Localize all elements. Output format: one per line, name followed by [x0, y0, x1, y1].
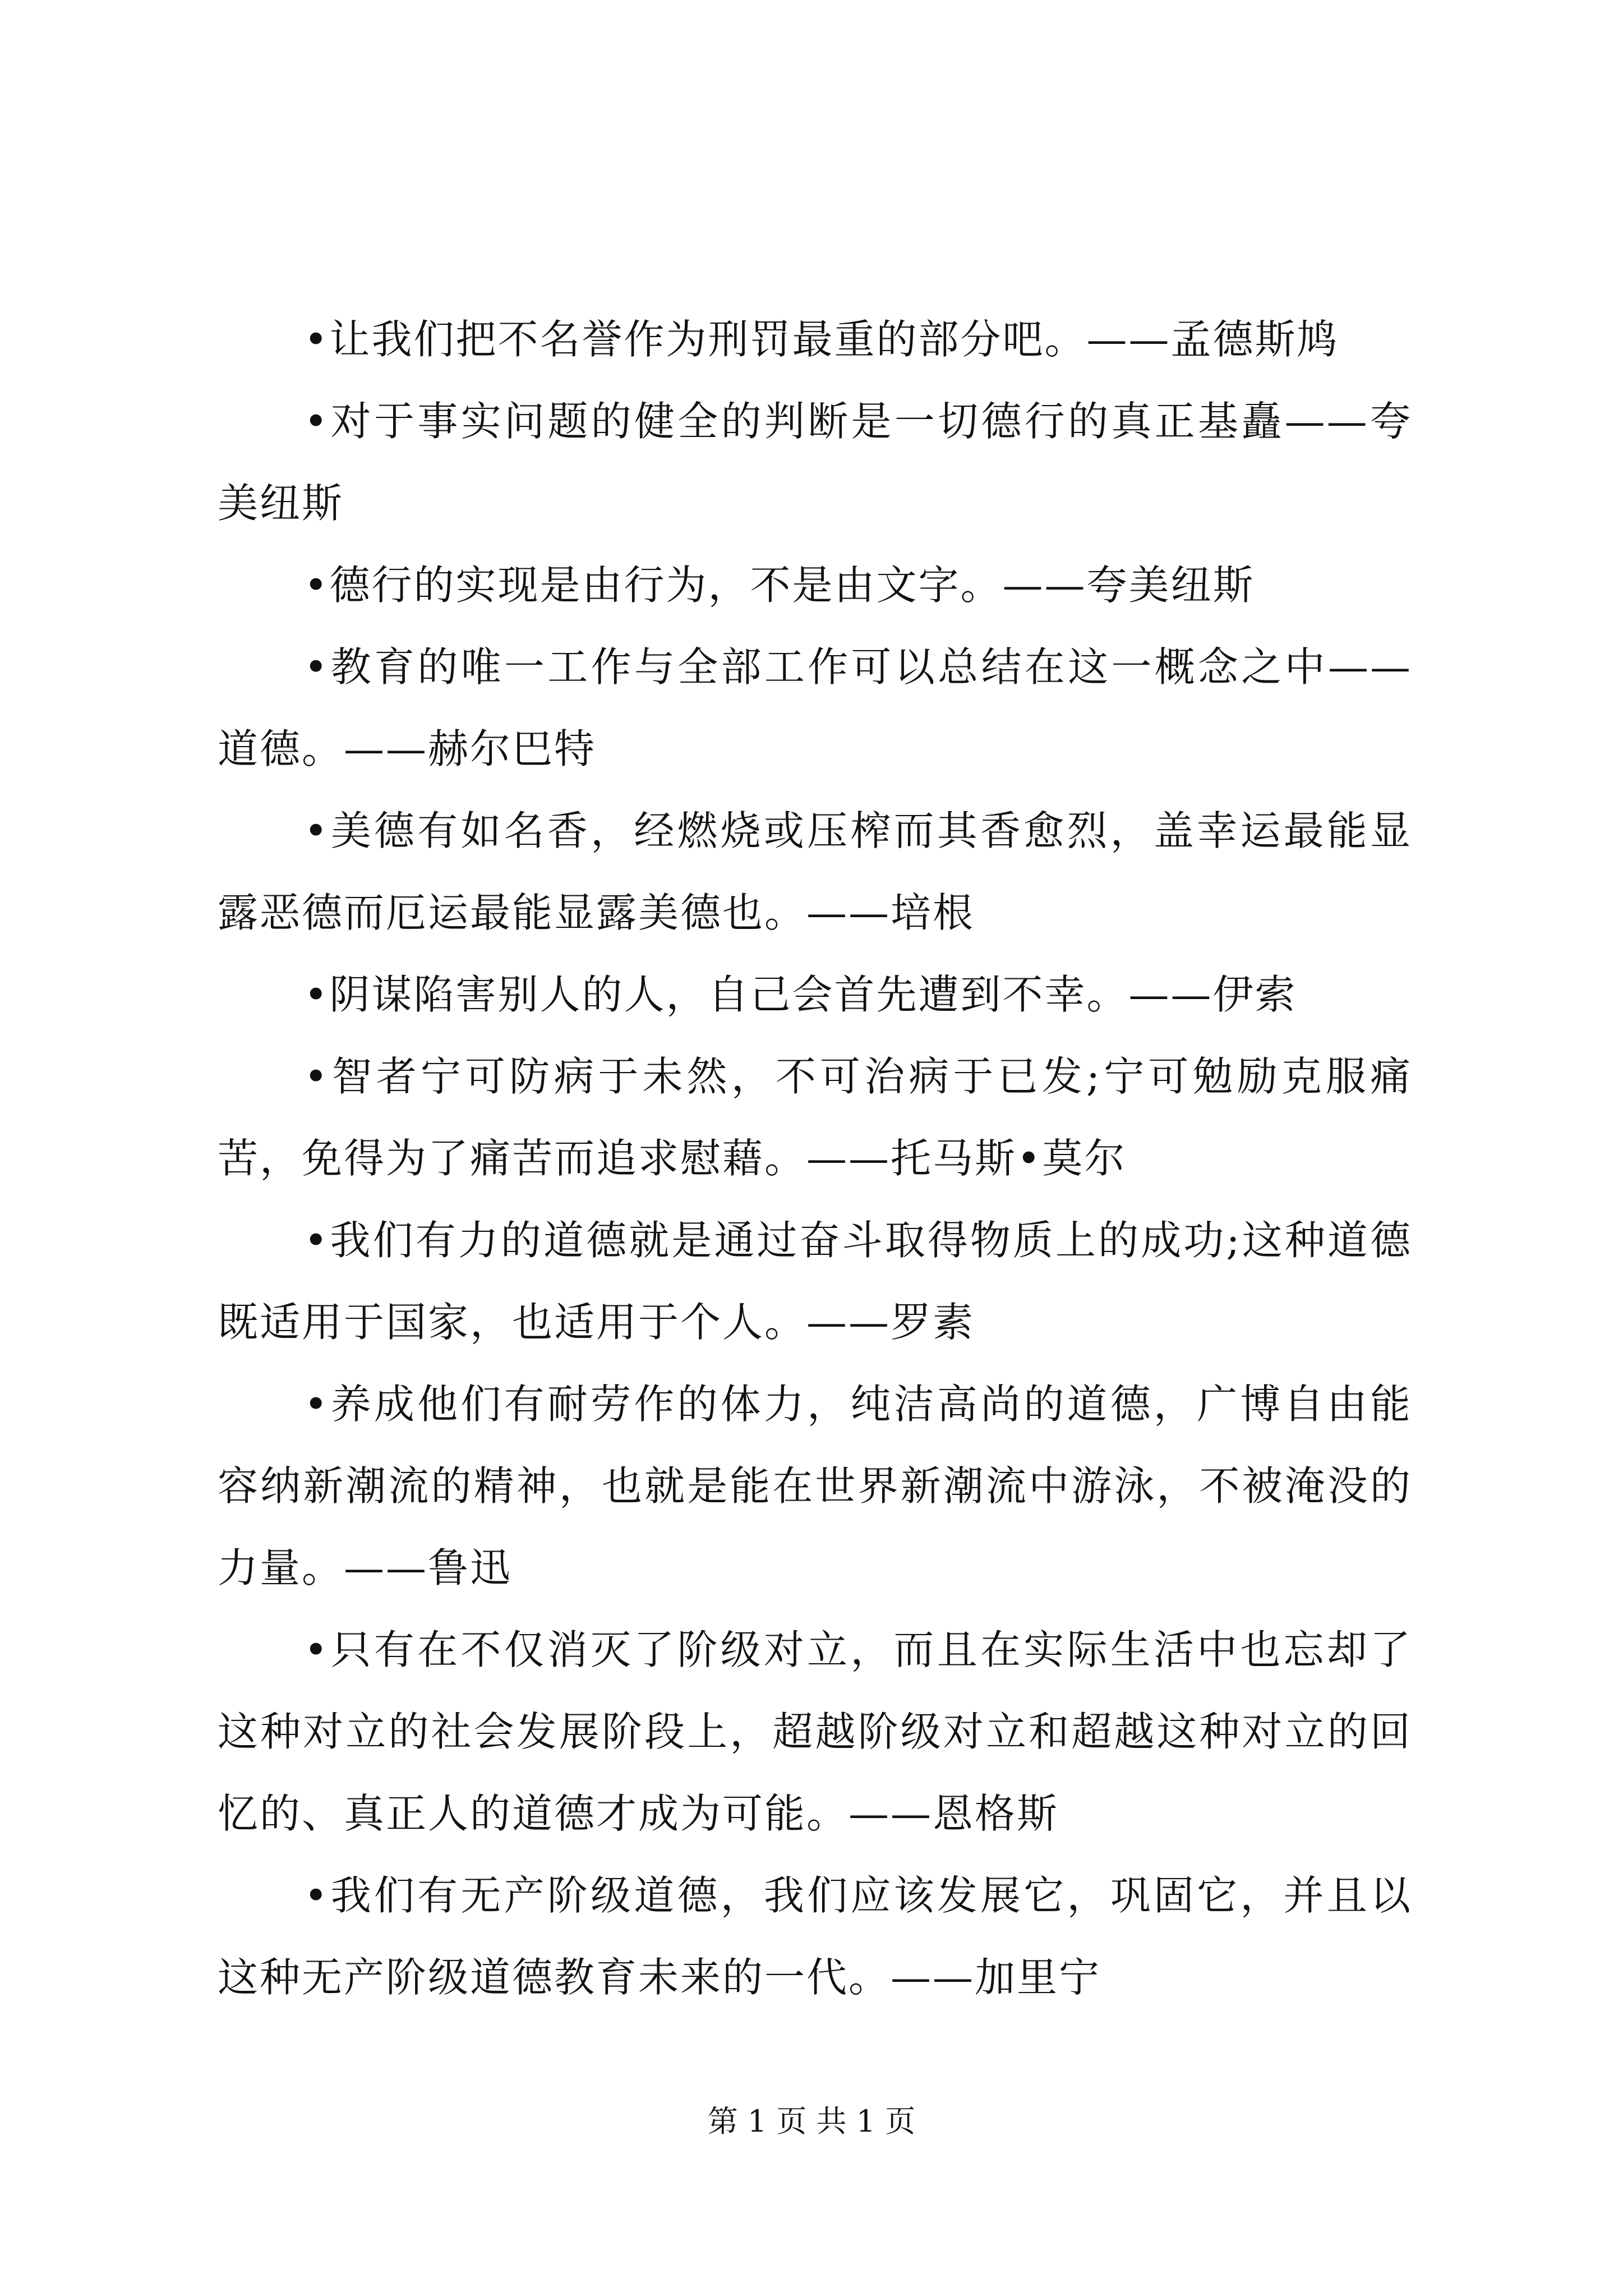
page-footer: 第 1 页 共 1 页 [707, 2104, 916, 2139]
quote-paragraph: •养成他们有耐劳作的体力，纯洁高尚的道德，广博自由能容纳新潮流的精神，也就是能在世界新潮流中游泳，不被淹没的力量。——鲁迅 [218, 1381, 1412, 1591]
quote-paragraph: •德行的实现是由行为，不是由文字。——夸美纽斯 [304, 562, 1255, 609]
quote-paragraph: •智者宁可防病于未然，不可治病于已发;宁可勉励克服痛苦，免得为了痛苦而追求慰藉。——托马斯•莫尔 [218, 1053, 1412, 1182]
quote-paragraph: •对于事实问题的健全的判断是一切德行的真正基矗——夸美纽斯 [218, 398, 1412, 527]
quote-paragraph: •阴谋陷害别人的人，自己会首先遭到不幸。——伊索 [304, 971, 1297, 1018]
quote-paragraph: •美德有如名香，经燃烧或压榨而其香愈烈，盖幸运最能显露恶德而厄运最能显露美德也。——培根 [218, 807, 1412, 936]
quote-paragraph: •让我们把不名誉作为刑罚最重的部分吧。——孟德斯鸠 [304, 316, 1339, 363]
quote-paragraph: •我们有力的道德就是通过奋斗取得物质上的成功;这种道德既适用于国家，也适用于个人。——罗素 [218, 1217, 1412, 1346]
quote-paragraph: •教育的唯一工作与全部工作可以总结在这一概念之中——道德。——赫尔巴特 [218, 643, 1412, 772]
quote-paragraph: •只有在不仅消灭了阶级对立，而且在实际生活中也忘却了这种对立的社会发展阶段上，超越阶级对立和超越这种对立的回忆的、真正人的道德才成为可能。——恩格斯 [218, 1626, 1412, 1837]
document-body [218, 298, 1412, 2018]
quote-paragraph: •我们有无产阶级道德，我们应该发展它，巩固它，并且以这种无产阶级道德教育未来的一代。——加里宁 [218, 1872, 1412, 2001]
